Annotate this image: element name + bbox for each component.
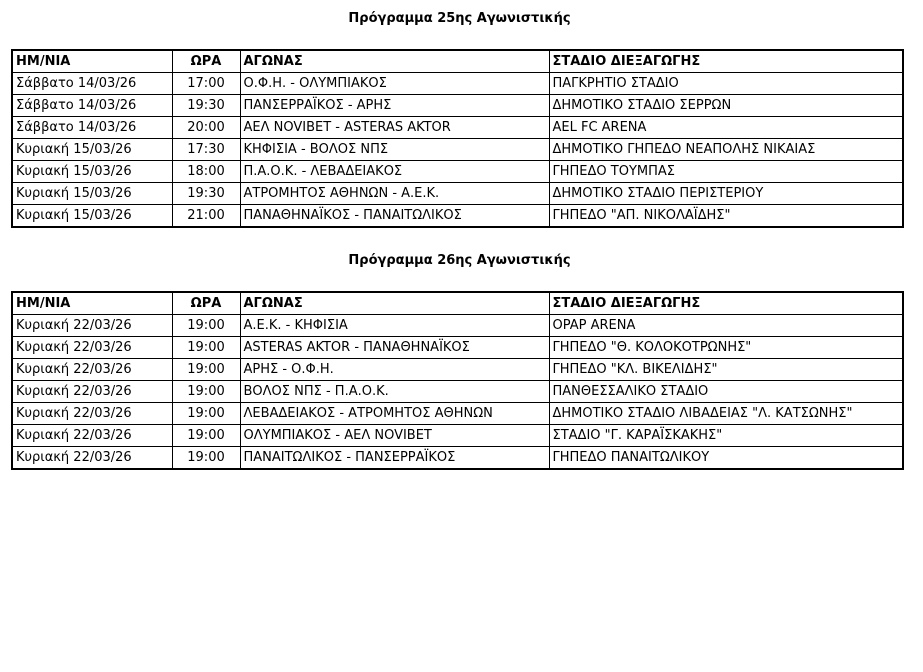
cell-venue: ΓΗΠΕΔΟ ΠΑΝΑΙΤΩΛΙΚΟΥ [549, 447, 903, 470]
cell-venue: OPAP ARENA [549, 315, 903, 337]
cell-venue: ΔΗΜΟΤΙΚΟ ΣΤΑΔΙΟ ΛΙΒΑΔΕΙΑΣ "Λ. ΚΑΤΣΩΝΗΣ" [549, 403, 903, 425]
cell-venue: ΓΗΠΕΔΟ ΤΟΥΜΠΑΣ [549, 161, 903, 183]
cell-date: Κυριακή 15/03/26 [12, 205, 172, 228]
cell-time: 19:00 [172, 425, 240, 447]
cell-date: Σάββατο 14/03/26 [12, 95, 172, 117]
round-25-schedule-table [11, 49, 904, 228]
cell-time: 19:30 [172, 183, 240, 205]
table-row [12, 73, 903, 95]
table-row [12, 315, 903, 337]
cell-match: ΒΟΛΟΣ ΝΠΣ - Π.Α.Ο.Κ. [240, 381, 549, 403]
cell-date: Σάββατο 14/03/26 [12, 117, 172, 139]
table-row [12, 117, 903, 139]
cell-venue: ΔΗΜΟΤΙΚΟ ΣΤΑΔΙΟ ΣΕΡΡΩΝ [549, 95, 903, 117]
cell-venue: ΠΑΓΚΡΗΤΙΟ ΣΤΑΔΙΟ [549, 73, 903, 95]
header-match: ΑΓΩΝΑΣ [240, 50, 549, 73]
cell-time: 19:00 [172, 337, 240, 359]
cell-match: ΛΕΒΑΔΕΙΑΚΟΣ - ΑΤΡΟΜΗΤΟΣ ΑΘΗΝΩΝ [240, 403, 549, 425]
cell-venue: AEL FC ARENA [549, 117, 903, 139]
table-header-row [12, 50, 903, 73]
cell-date: Κυριακή 22/03/26 [12, 359, 172, 381]
table-row [12, 403, 903, 425]
cell-venue: ΠΑΝΘΕΣΣΑΛΙΚΟ ΣΤΑΔΙΟ [549, 381, 903, 403]
cell-match: ΟΛΥΜΠΙΑΚΟΣ - ΑΕΛ NOVIBET [240, 425, 549, 447]
cell-time: 17:30 [172, 139, 240, 161]
cell-match: ΑΤΡΟΜΗΤΟΣ ΑΘΗΝΩΝ - Α.Ε.Κ. [240, 183, 549, 205]
table-row [12, 337, 903, 359]
cell-date: Κυριακή 22/03/26 [12, 337, 172, 359]
header-venue: ΣΤΑΔΙΟ ΔΙΕΞΑΓΩΓΗΣ [549, 292, 903, 315]
cell-time: 17:00 [172, 73, 240, 95]
cell-venue: ΔΗΜΟΤΙΚΟ ΓΗΠΕΔΟ ΝΕΑΠΟΛΗΣ ΝΙΚΑΙΑΣ [549, 139, 903, 161]
header-date: ΗΜ/ΝΙΑ [12, 50, 172, 73]
header-match: ΑΓΩΝΑΣ [240, 292, 549, 315]
table-row [12, 381, 903, 403]
cell-date: Κυριακή 22/03/26 [12, 425, 172, 447]
header-venue: ΣΤΑΔΙΟ ΔΙΕΞΑΓΩΓΗΣ [549, 50, 903, 73]
table-row [12, 359, 903, 381]
cell-time: 20:00 [172, 117, 240, 139]
cell-match: ΑΕΛ NOVIBET - ASTERAS AKTOR [240, 117, 549, 139]
header-date: ΗΜ/ΝΙΑ [12, 292, 172, 315]
cell-match: Ο.Φ.Η. - ΟΛΥΜΠΙΑΚΟΣ [240, 73, 549, 95]
cell-venue: ΔΗΜΟΤΙΚΟ ΣΤΑΔΙΟ ΠΕΡΙΣΤΕΡΙΟΥ [549, 183, 903, 205]
cell-time: 21:00 [172, 205, 240, 228]
cell-match: ΑΡΗΣ - Ο.Φ.Η. [240, 359, 549, 381]
round-26-rows [12, 315, 903, 470]
round-26-schedule-table [11, 291, 904, 470]
cell-time: 18:00 [172, 161, 240, 183]
cell-date: Κυριακή 22/03/26 [12, 403, 172, 425]
table-row [12, 425, 903, 447]
cell-time: 19:00 [172, 403, 240, 425]
cell-time: 19:00 [172, 315, 240, 337]
round-25-rows [12, 73, 903, 228]
table-row [12, 95, 903, 117]
cell-venue: ΣΤΑΔΙΟ "Γ. ΚΑΡΑΪΣΚΑΚΗΣ" [549, 425, 903, 447]
cell-date: Κυριακή 22/03/26 [12, 315, 172, 337]
table-row [12, 183, 903, 205]
header-time: ΩΡΑ [172, 292, 240, 315]
cell-date: Κυριακή 22/03/26 [12, 381, 172, 403]
table-row [12, 447, 903, 470]
cell-match: ΠΑΝΣΕΡΡΑΪΚΟΣ - ΑΡΗΣ [240, 95, 549, 117]
cell-date: Κυριακή 22/03/26 [12, 447, 172, 470]
cell-date: Κυριακή 15/03/26 [12, 183, 172, 205]
table-row [12, 205, 903, 228]
table-header-row [12, 292, 903, 315]
round-26-title: Πρόγραμμα 26ης Αγωνιστικής [348, 253, 571, 268]
cell-match: ASTERAS AKTOR - ΠΑΝΑΘΗΝΑΪΚΟΣ [240, 337, 549, 359]
cell-date: Κυριακή 15/03/26 [12, 139, 172, 161]
table-row [12, 139, 903, 161]
cell-time: 19:30 [172, 95, 240, 117]
cell-time: 19:00 [172, 359, 240, 381]
header-time: ΩΡΑ [172, 50, 240, 73]
cell-match: ΠΑΝΑΘΗΝΑΪΚΟΣ - ΠΑΝΑΙΤΩΛΙΚΟΣ [240, 205, 549, 228]
cell-venue: ΓΗΠΕΔΟ "Θ. ΚΟΛΟΚΟΤΡΩΝΗΣ" [549, 337, 903, 359]
cell-match: ΚΗΦΙΣΙΑ - ΒΟΛΟΣ ΝΠΣ [240, 139, 549, 161]
cell-match: Π.Α.Ο.Κ. - ΛΕΒΑΔΕΙΑΚΟΣ [240, 161, 549, 183]
cell-date: Κυριακή 15/03/26 [12, 161, 172, 183]
cell-time: 19:00 [172, 447, 240, 470]
cell-match: ΠΑΝΑΙΤΩΛΙΚΟΣ - ΠΑΝΣΕΡΡΑΪΚΟΣ [240, 447, 549, 470]
cell-venue: ΓΗΠΕΔΟ "ΚΛ. ΒΙΚΕΛΙΔΗΣ" [549, 359, 903, 381]
cell-venue: ΓΗΠΕΔΟ "ΑΠ. ΝΙΚΟΛΑΪΔΗΣ" [549, 205, 903, 228]
table-row [12, 161, 903, 183]
cell-time: 19:00 [172, 381, 240, 403]
round-25-title: Πρόγραμμα 25ης Αγωνιστικής [348, 11, 571, 26]
cell-date: Σάββατο 14/03/26 [12, 73, 172, 95]
cell-match: Α.Ε.Κ. - ΚΗΦΙΣΙΑ [240, 315, 549, 337]
